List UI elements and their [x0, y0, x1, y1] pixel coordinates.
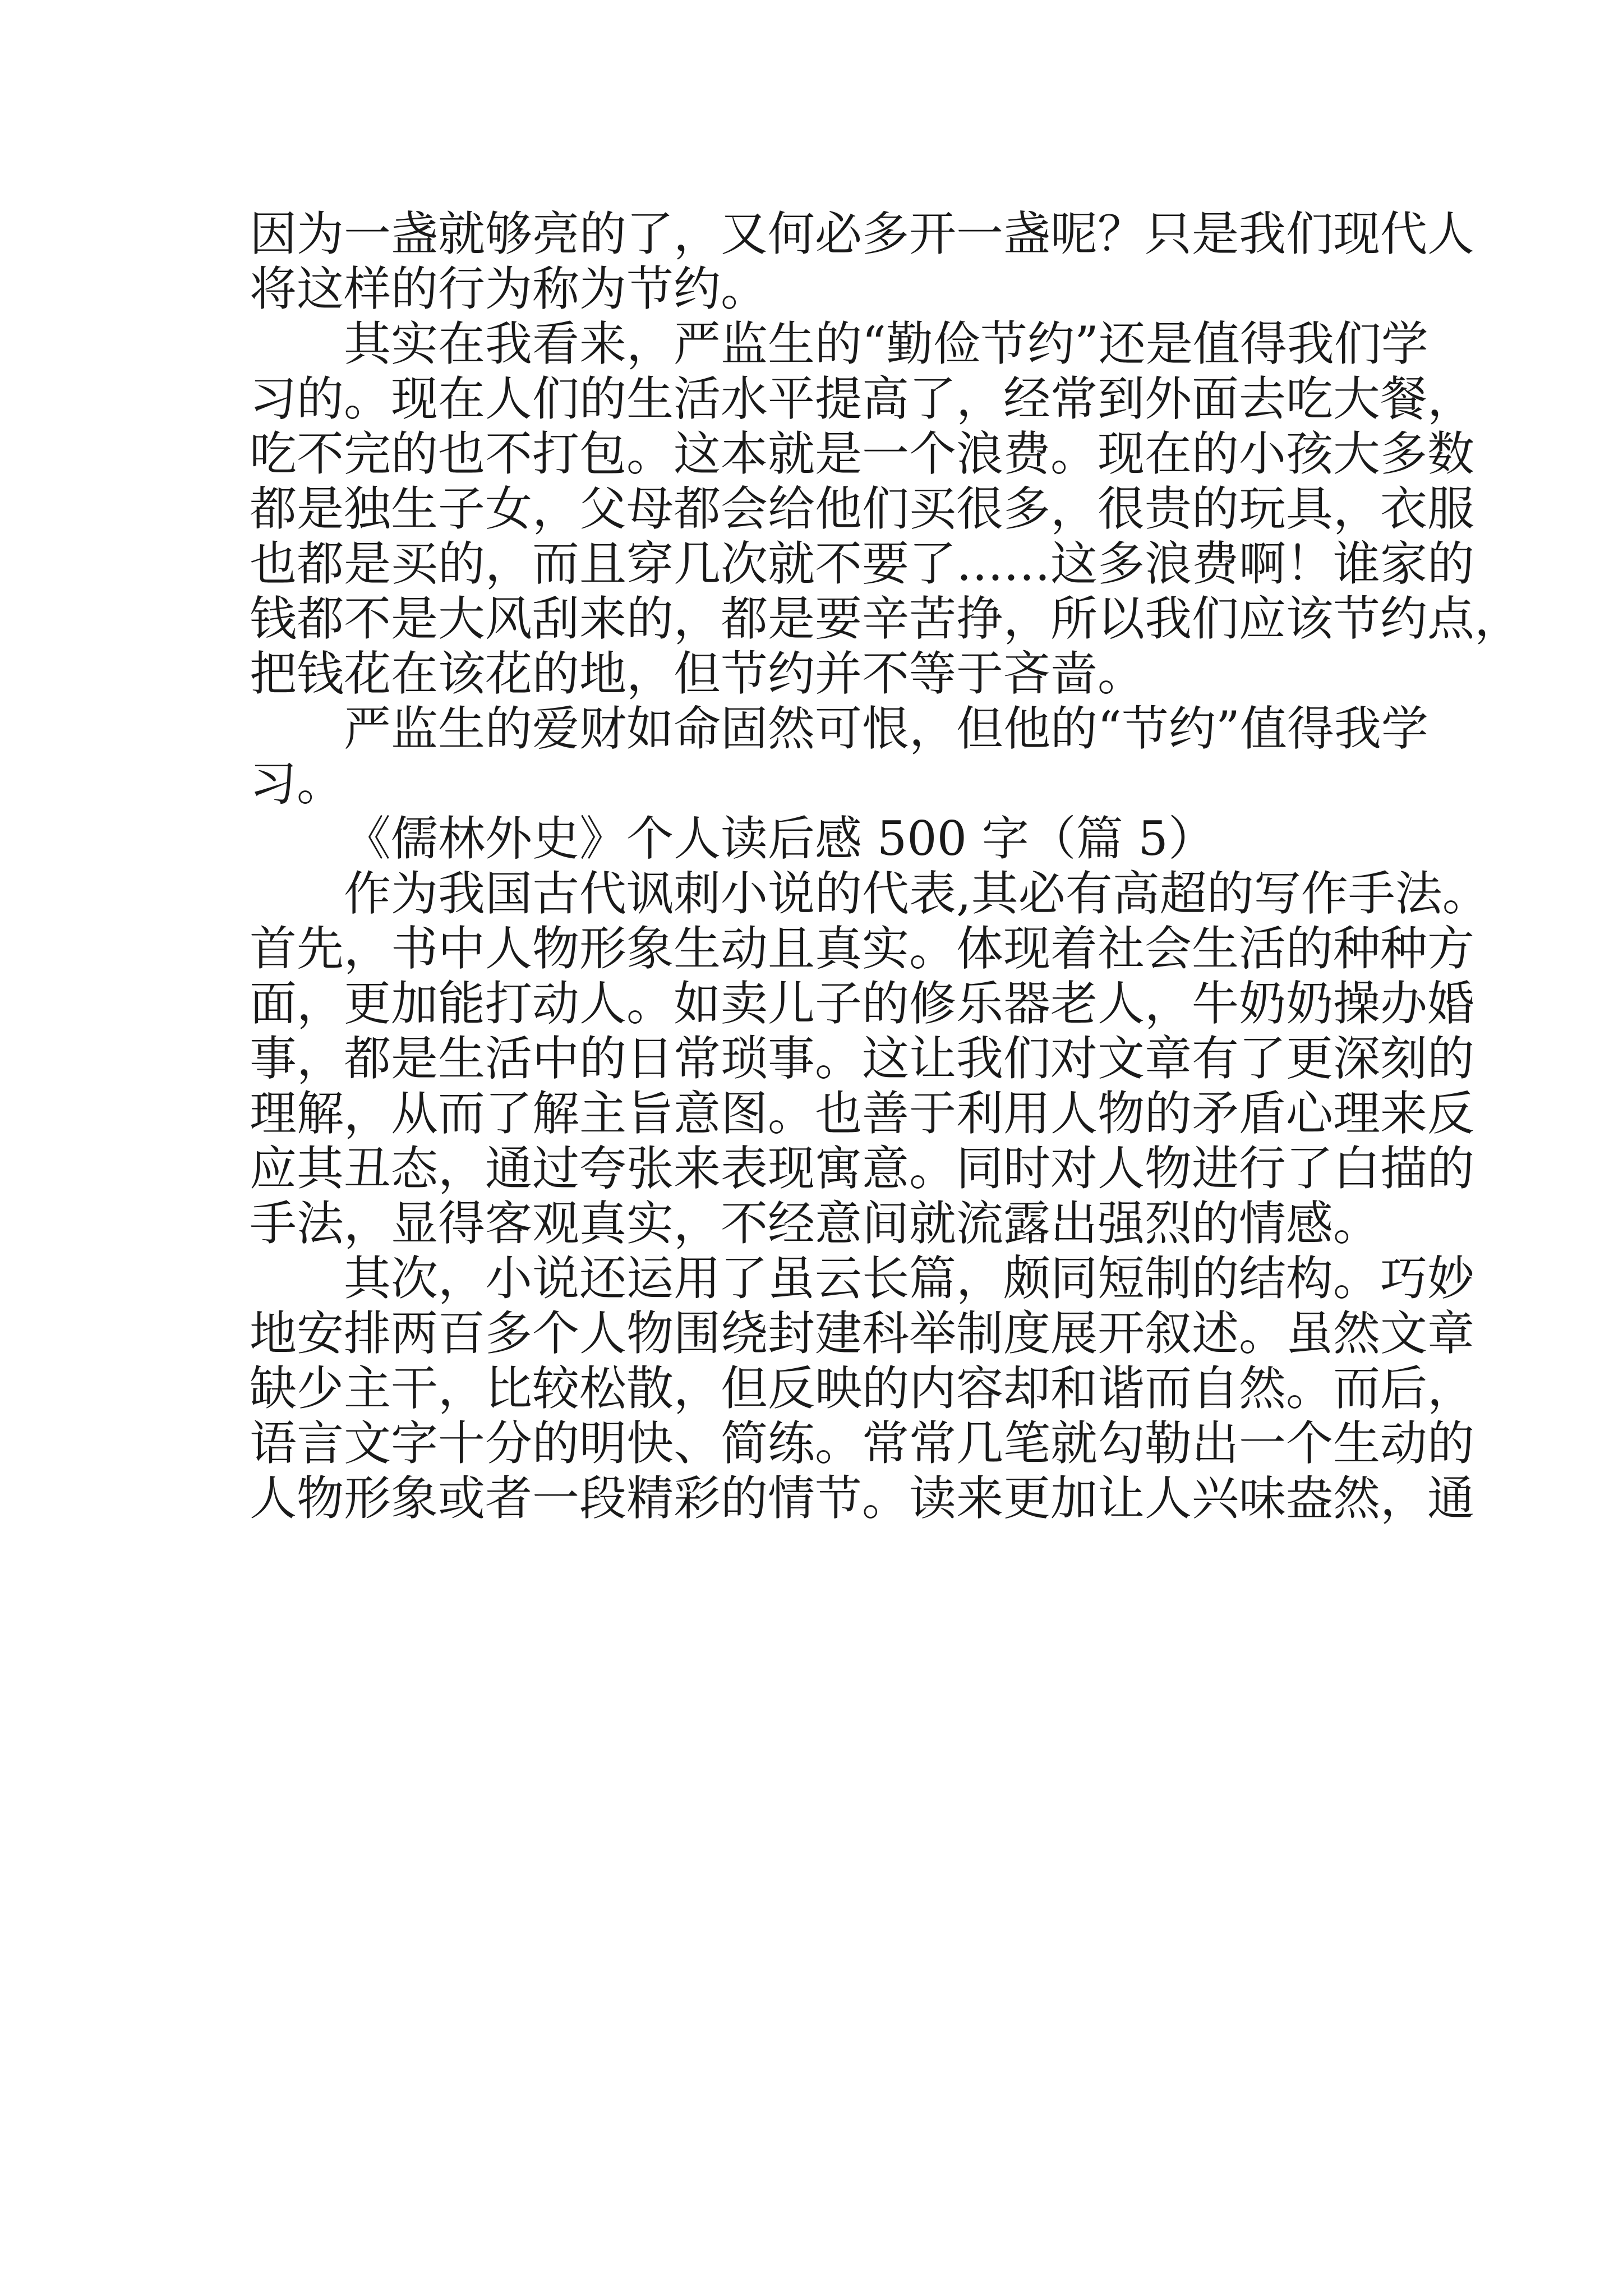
- text-line: 事，都是生活中的日常琐事。这让我们对文章有了更深刻的: [250, 1031, 1475, 1086]
- text-line: 其次，小说还运用了虽云长篇，颇同短制的结构。巧妙: [344, 1251, 1475, 1306]
- text-line: 缺少主干，比较松散，但反映的内容却和谐而自然。而后，: [250, 1361, 1475, 1416]
- text-line: 面，更加能打动人。如卖儿子的修乐器老人，牛奶奶操办婚: [250, 976, 1475, 1031]
- text-line: 习。: [250, 756, 344, 811]
- text-line: 因为一盏就够亮的了，又何必多开一盏呢？只是我们现代人: [250, 206, 1475, 261]
- section-heading: 《儒林外史》个人读后感 500 字（篇 5）: [344, 811, 1215, 866]
- text-line: 严监生的爱财如命固然可恨，但他的“节约”值得我学: [344, 701, 1428, 756]
- text-line: 地安排两百多个人物围绕封建科举制度展开叙述。虽然文章: [250, 1306, 1475, 1361]
- text-line: 也都是买的，而且穿几次就不要了……这多浪费啊！谁家的: [250, 536, 1475, 591]
- text-line: 人物形象或者一段精彩的情节。读来更加让人兴味盎然，通: [250, 1471, 1475, 1526]
- text-line: 习的。现在人们的生活水平提高了，经常到外面去吃大餐，: [250, 371, 1475, 426]
- text-line: 理解，从而了解主旨意图。也善于利用人物的矛盾心理来反: [250, 1086, 1475, 1141]
- text-line: 作为我国古代讽刺小说的代表,其必有高超的写作手法。: [344, 866, 1490, 921]
- text-line: 应其丑态，通过夸张来表现寓意。同时对人物进行了白描的: [250, 1141, 1475, 1196]
- text-line: 都是独生子女，父母都会给他们买很多，很贵的玩具，衣服: [250, 481, 1475, 536]
- text-line: 手法，显得客观真实，不经意间就流露出强烈的情感。: [250, 1196, 1381, 1251]
- text-line: 语言文字十分的明快、简练。常常几笔就勾勒出一个生动的: [250, 1416, 1475, 1471]
- text-line: 把钱花在该花的地，但节约并不等于吝啬。: [250, 646, 1145, 701]
- text-line: 其实在我看来，严监生的“勤俭节约”还是值得我们学: [344, 316, 1428, 371]
- text-line: 将这样的行为称为节约。: [250, 261, 768, 316]
- text-line: 钱都不是大风刮来的，都是要辛苦挣，所以我们应该节约点，: [250, 591, 1522, 646]
- text-line: 首先，书中人物形象生动且真实。体现着社会生活的种种方: [250, 921, 1475, 976]
- text-line: 吃不完的也不打包。这本就是一个浪费。现在的小孩大多数: [250, 426, 1475, 481]
- document-body: [250, 206, 1522, 1526]
